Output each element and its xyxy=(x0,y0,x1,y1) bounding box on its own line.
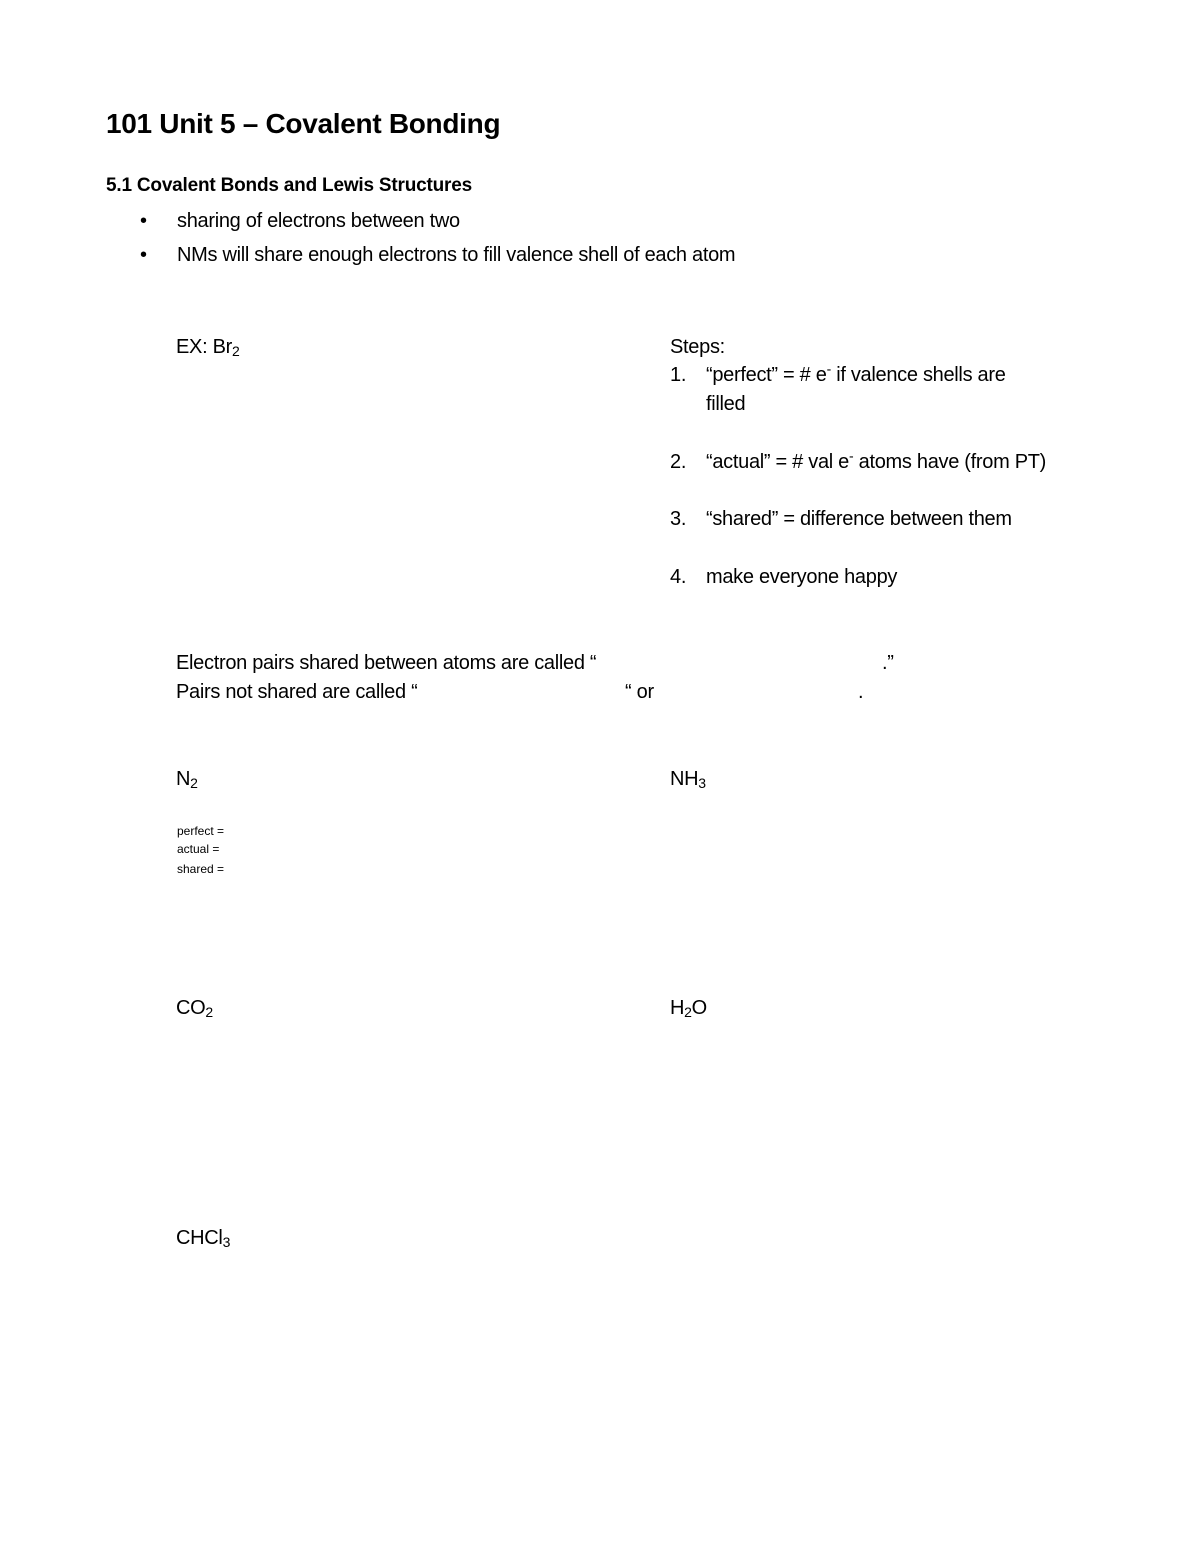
molecule-sub: 3 xyxy=(222,1233,231,1250)
step-shared: “shared” = difference between them xyxy=(706,508,1012,530)
fill-in-unshared-start: Pairs not shared are called “ xyxy=(176,681,418,703)
molecule-sub: 2 xyxy=(684,1003,692,1020)
steps-heading: Steps: xyxy=(670,336,725,358)
molecule-h2o xyxy=(670,997,707,1020)
fill-in-unshared-end: . xyxy=(858,681,864,703)
step-text: if valence shells are xyxy=(830,364,1006,386)
worksheet-perfect: perfect = xyxy=(177,824,225,838)
superscript: - xyxy=(826,360,831,377)
superscript: - xyxy=(849,447,854,464)
step-text: “perfect” = # e xyxy=(706,364,827,386)
example-br2 xyxy=(176,336,240,359)
step-happy: make everyone happy xyxy=(706,566,898,588)
bullet-text-sharing: sharing of electrons between two xyxy=(177,210,460,232)
molecule-base: NH xyxy=(670,768,699,790)
molecule-base: H xyxy=(670,997,685,1019)
molecule-n2 xyxy=(176,768,198,791)
molecule-sub: 3 xyxy=(698,774,706,791)
worksheet-actual: actual = xyxy=(177,842,220,856)
molecule-chcl3 xyxy=(176,1227,230,1250)
molecule-sub: 2 xyxy=(205,1003,213,1020)
fill-in-shared-end: .” xyxy=(882,652,894,674)
molecule-base: N xyxy=(176,768,191,790)
example-sub: 2 xyxy=(232,342,240,359)
bullet-text-nms: NMs will share enough electrons to fill valence shell of each atom xyxy=(177,244,736,266)
step-perfect xyxy=(706,360,1006,387)
molecule-base: CO xyxy=(176,997,206,1019)
molecule-co2 xyxy=(176,997,213,1020)
molecule-base: O xyxy=(691,997,707,1019)
step-perfect-line2: filled xyxy=(706,393,746,415)
step-number: 3. xyxy=(670,508,687,530)
step-number: 4. xyxy=(670,566,687,588)
fill-in-shared-start: Electron pairs shared between atoms are called “ xyxy=(176,652,597,674)
molecule-base: CHCl xyxy=(176,1227,223,1249)
example-prefix: EX: Br xyxy=(176,336,232,358)
step-number: 1. xyxy=(670,364,687,386)
bullet-icon: • xyxy=(140,244,148,266)
molecule-nh3 xyxy=(670,768,706,791)
page-title: 101 Unit 5 – Covalent Bonding xyxy=(106,108,501,139)
worksheet-shared: shared = xyxy=(177,862,225,876)
section-heading: 5.1 Covalent Bonds and Lewis Structures xyxy=(106,175,472,196)
fill-in-unshared-mid: “ or xyxy=(625,681,654,703)
bullet-icon: • xyxy=(140,210,148,232)
step-actual xyxy=(706,447,1047,474)
step-text: atoms have (from PT) xyxy=(853,451,1047,473)
step-text: “actual” = # val e xyxy=(706,451,850,473)
step-number: 2. xyxy=(670,451,687,473)
molecule-sub: 2 xyxy=(190,774,198,791)
